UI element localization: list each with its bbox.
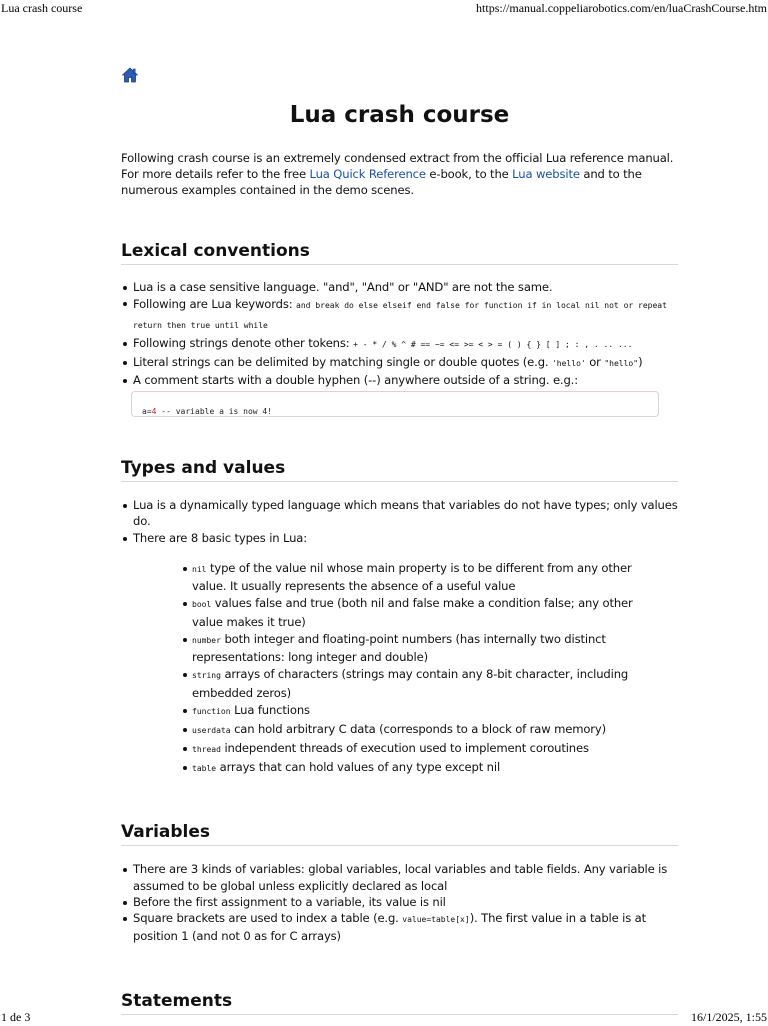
tokens-code: + - * / % ^ # == ~= <= >= < > = ( ) { } [ ] ; : , . .. ... xyxy=(353,340,633,350)
lexical-item-5-text: A comment starts with a double hyphen (--) anywhere outside of a string. e.g.: xyxy=(133,372,578,387)
variables-item-3-text: Square brackets are used to index a table (e.g. xyxy=(133,911,403,926)
section-heading-lexical: Lexical conventions xyxy=(121,241,678,265)
variables-item-1-text: There are 3 kinds of variables: global variables, local variables and table fields. Any variable is assumed to be global unless explicitly declared as local xyxy=(133,862,668,893)
list-item xyxy=(133,894,678,910)
keywords-code-1: and break do else elseif end false for function if in local nil not or repeat xyxy=(296,301,667,311)
code-example-box xyxy=(131,391,659,417)
main-content xyxy=(121,66,678,1015)
type-description: arrays of characters (strings may contain any 8-bit character, including embedded zeros) xyxy=(192,667,629,700)
type-name-code: userdata xyxy=(192,725,231,735)
type-description: values false and true (both nil and false make a condition false; any other value makes it true) xyxy=(192,596,633,629)
table-index-code: value=table[x] xyxy=(402,915,470,925)
type-description: both integer and floating-point numbers (has internally two distinct representations: long integer and double) xyxy=(192,631,606,665)
type-list-item xyxy=(192,759,638,777)
keywords-code-2: return then true until while xyxy=(133,321,268,331)
type-description: can hold arbitrary C data (corresponds to a block of raw memory) xyxy=(230,721,606,736)
single-quote-code: 'hello' xyxy=(551,358,586,368)
type-name-code: number xyxy=(192,635,221,645)
list-item xyxy=(133,295,678,335)
home-icon xyxy=(121,66,139,84)
lua-website-link[interactable]: Lua website xyxy=(512,167,580,181)
type-list-item xyxy=(192,666,638,701)
section-heading-statements: Statements xyxy=(121,991,678,1015)
types-list xyxy=(121,497,678,546)
intro-text-2: e-book, to the xyxy=(425,167,513,181)
print-header-url: https://manual.coppeliarobotics.com/en/luaCrashCourse.htm xyxy=(476,1,767,15)
list-item xyxy=(133,279,678,295)
code-comment: -- variable a is now 4! xyxy=(156,407,273,417)
types-item-1-text: Lua is a dynamically typed language which means that variables do not have types; only values do. xyxy=(133,498,678,529)
code-number: 4 xyxy=(151,407,157,417)
page-title: Lua crash course xyxy=(289,102,510,128)
type-description: arrays that can hold values of any type except nil xyxy=(216,759,501,774)
type-description: Lua functions xyxy=(230,702,310,717)
lua-quick-reference-link[interactable]: Lua Quick Reference xyxy=(309,167,426,181)
lexical-item-2-text: Following are Lua keywords: xyxy=(133,297,297,312)
lexical-item-1-text: Lua is a case sensitive language. "and", "And" or "AND" are not the same. xyxy=(133,280,553,294)
lexical-item-3-text: Following strings denote other tokens: xyxy=(133,336,354,351)
lexical-item-4-text: Literal strings can be delimited by matching single or double quotes (e.g. xyxy=(133,354,552,369)
variables-item-3-end: ). The first value in a table is at position 1 (and not 0 as for C arrays) xyxy=(133,911,646,944)
list-item xyxy=(133,354,678,372)
type-description: type of the value nil whose main property is to be different from any other value. It usually represents the absence of a useful value xyxy=(192,561,632,594)
type-description: independent threads of execution used to implement coroutines xyxy=(220,740,589,755)
type-list-item xyxy=(192,595,638,630)
code-var: a= xyxy=(142,407,152,417)
type-name-code: table xyxy=(192,763,217,773)
print-header-title: Lua crash course xyxy=(1,1,83,15)
lexical-item-4-or: or xyxy=(585,354,605,369)
list-item xyxy=(133,497,678,530)
type-name-code: string xyxy=(192,671,221,681)
type-name-code: thread xyxy=(192,744,221,754)
list-item xyxy=(133,372,678,388)
intro-text-1: Following crash course is an extremely condensed extract from the official Lua reference manual. For more details refer to the free xyxy=(121,151,674,181)
section-heading-types: Types and values xyxy=(121,458,678,482)
intro-paragraph xyxy=(121,150,678,198)
lexical-list xyxy=(121,279,678,388)
print-footer-date: 16/1/2025, 1:55 xyxy=(690,1010,767,1024)
print-header xyxy=(0,1,768,17)
variables-list xyxy=(121,861,678,944)
print-footer-page: 1 de 3 xyxy=(1,1010,31,1024)
type-name-code: function xyxy=(192,706,231,716)
type-name-code: bool xyxy=(192,600,212,610)
variables-item-2-text: Before the first assignment to a variable, its value is nil xyxy=(133,894,446,909)
list-item xyxy=(133,530,678,546)
type-list-item xyxy=(192,560,638,595)
intro-text-3: and to the numerous examples contained in the demo scenes. xyxy=(121,167,642,197)
type-name-code: nil xyxy=(192,565,207,575)
type-list-item xyxy=(192,740,638,758)
list-item xyxy=(133,861,678,894)
section-heading-variables: Variables xyxy=(121,822,678,846)
type-list-item xyxy=(192,702,638,720)
basic-types-list xyxy=(121,560,638,777)
double-quote-code: "hello" xyxy=(604,358,639,368)
type-list-item xyxy=(192,721,638,739)
lexical-item-4-end: ) xyxy=(638,354,643,369)
types-item-2-text: There are 8 basic types in Lua: xyxy=(133,530,308,545)
type-list-item xyxy=(192,631,638,666)
list-item xyxy=(133,335,678,353)
list-item xyxy=(133,910,678,945)
home-link[interactable] xyxy=(121,66,141,86)
